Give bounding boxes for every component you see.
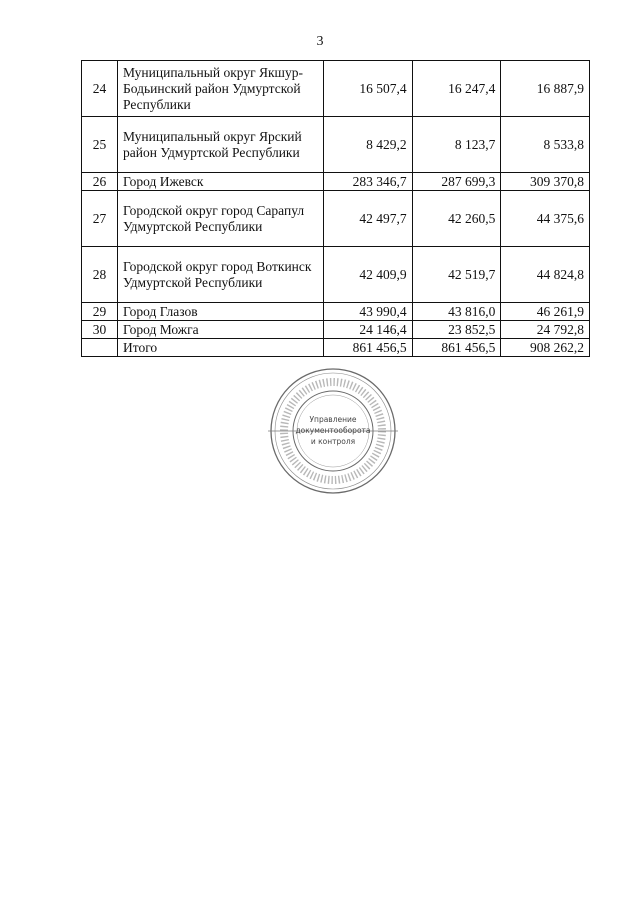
stamp-seal-icon — [268, 366, 398, 496]
table-row — [82, 321, 590, 339]
office-stamp — [268, 366, 398, 496]
row-number: 26 — [82, 173, 118, 191]
budget-table — [81, 60, 590, 357]
municipality-name: Город Можга — [118, 321, 324, 339]
municipality-name: Муниципальный округ Ярский район Удмуртской Республики — [118, 117, 324, 173]
row-number: 28 — [82, 247, 118, 303]
value-year-2: 287 699,3 — [412, 173, 501, 191]
municipality-name: Городской округ город Воткинск Удмуртской Республики — [118, 247, 324, 303]
total-year-2: 861 456,5 — [412, 339, 501, 357]
municipality-name: Город Глазов — [118, 303, 324, 321]
municipality-name: Муниципальный округ Якшур-Бодьинский район Удмуртской Республики — [118, 61, 324, 117]
row-number — [82, 339, 118, 357]
total-year-3: 908 262,2 — [501, 339, 590, 357]
value-year-1: 42 409,9 — [324, 247, 413, 303]
value-year-3: 46 261,9 — [501, 303, 590, 321]
value-year-1: 24 146,4 — [324, 321, 413, 339]
value-year-2: 42 260,5 — [412, 191, 501, 247]
total-year-1: 861 456,5 — [324, 339, 413, 357]
table-row — [82, 247, 590, 303]
table-row — [82, 117, 590, 173]
value-year-1: 43 990,4 — [324, 303, 413, 321]
stamp-line-2: документооборота — [295, 426, 371, 435]
value-year-3: 44 824,8 — [501, 247, 590, 303]
row-number: 25 — [82, 117, 118, 173]
value-year-3: 309 370,8 — [501, 173, 590, 191]
value-year-1: 16 507,4 — [324, 61, 413, 117]
municipality-name: Город Ижевск — [118, 173, 324, 191]
municipality-name: Городской округ город Сарапул Удмуртской Республики — [118, 191, 324, 247]
value-year-2: 43 816,0 — [412, 303, 501, 321]
value-year-3: 8 533,8 — [501, 117, 590, 173]
row-number: 24 — [82, 61, 118, 117]
value-year-2: 8 123,7 — [412, 117, 501, 173]
value-year-1: 8 429,2 — [324, 117, 413, 173]
page-number: 3 — [316, 34, 324, 49]
value-year-1: 283 346,7 — [324, 173, 413, 191]
value-year-3: 16 887,9 — [501, 61, 590, 117]
value-year-3: 44 375,6 — [501, 191, 590, 247]
value-year-2: 23 852,5 — [412, 321, 501, 339]
total-row — [82, 339, 590, 357]
table-row — [82, 61, 590, 117]
stamp-line-1: Управление — [309, 415, 357, 424]
total-label: Итого — [118, 339, 324, 357]
value-year-2: 16 247,4 — [412, 61, 501, 117]
table-row — [82, 191, 590, 247]
stamp-line-3: и контроля — [310, 437, 356, 446]
value-year-2: 42 519,7 — [412, 247, 501, 303]
value-year-3: 24 792,8 — [501, 321, 590, 339]
row-number: 27 — [82, 191, 118, 247]
row-number: 30 — [82, 321, 118, 339]
table-row — [82, 173, 590, 191]
table-row — [82, 303, 590, 321]
value-year-1: 42 497,7 — [324, 191, 413, 247]
row-number: 29 — [82, 303, 118, 321]
